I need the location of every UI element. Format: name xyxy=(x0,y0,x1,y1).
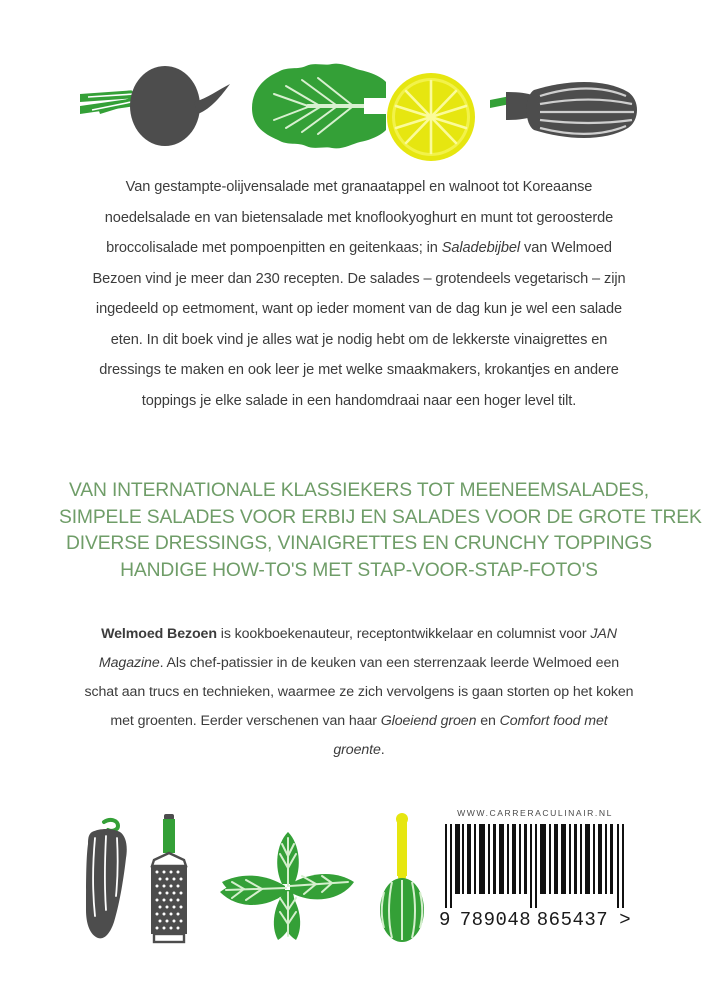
highlight-line-4: HANDIGE HOW-TO'S MET STAP-VOOR-STAP-FOTO'S xyxy=(120,559,598,581)
publisher-url: WWW.CARRERACULINAIR.NL xyxy=(457,808,613,818)
barcode-lead-digit: 9 xyxy=(439,909,451,931)
book-title-comfort-food: Comfort food met groente xyxy=(333,713,608,758)
magazine-title: JAN Magazine xyxy=(98,626,617,671)
highlight-line-1: VAN INTERNATIONALE KLASSIEKERS TOT MEENEEMSALADES, xyxy=(68,480,650,501)
intro-line-4-pre: in xyxy=(426,240,442,256)
intro-line-4-post: van Welmoed Bezoen vind je meer dan 230 recepten. xyxy=(92,240,612,287)
author-bio-paragraph xyxy=(84,620,634,765)
leaf-icon xyxy=(248,60,390,152)
intro-line-1: Van gestampte-olijvensalade met granaatappel en walnoot tot xyxy=(125,179,519,195)
highlight-line-3: DIVERSE DRESSINGS, VINAIGRETTES EN CRUNCHY TOPPINGS xyxy=(66,533,652,554)
intro-paragraph xyxy=(84,172,634,416)
barcode-block xyxy=(439,808,631,931)
bio-segment-1: is kookboekenauteur, receptontwikkelaar en columnist voor xyxy=(216,626,591,642)
bio-segment-3: en xyxy=(476,713,500,729)
juicer-icon xyxy=(375,812,429,944)
barcode-bars xyxy=(439,824,631,908)
barcode-right-group: 865437 xyxy=(536,909,609,931)
intro-line-7: vind je alles wat je nodig hebt om de lekkerste vinaigrettes en dressings xyxy=(99,331,608,378)
grater-icon xyxy=(142,812,196,944)
top-icon-strip xyxy=(0,30,718,148)
intro-line-3: munt tot geroosterde broccolisalade met pompoenpitten en geitenkaas; xyxy=(106,209,614,256)
barcode-tail-mark: > xyxy=(619,909,631,930)
pepper-icon xyxy=(78,816,134,942)
bio-segment-2: . Als chef-patissier in de keuken van een sterrenzaak leerde Welmoed een schat aan trucs en technieken, waarmee ze zich vervolgens is gaan storten op het koken met groenten. Eerder verschenen van haar xyxy=(84,655,634,729)
intro-line-5: De salades – grotendeels vegetarisch – zijn ingedeeld op eetmoment, xyxy=(95,270,626,317)
bio-segment-4: . xyxy=(380,742,385,758)
fennel-icon xyxy=(480,68,645,150)
intro-line-8: te maken en ook leer je met welke smaakmakers, krokantjes en andere xyxy=(164,362,619,378)
barcode-digits xyxy=(439,909,631,931)
highlight-line-2: SIMPELE SALADES VOOR ERBIJ EN SALADES VOOR DE GROTE TREK xyxy=(59,506,702,528)
lemon-icon xyxy=(385,70,481,164)
book-title-saladebijbel: Saladebijbel xyxy=(441,240,521,256)
intro-line-9: toppings je elke salade in een handomdraai naar een hoger level tilt. xyxy=(141,392,577,409)
basil-icon xyxy=(212,828,362,940)
barcode-left-group: 789048 xyxy=(459,909,532,931)
intro-line-2: Koreaanse noedelsalade en van bietensalade met knoflookyoghurt en xyxy=(104,179,593,226)
beet-icon xyxy=(78,64,248,146)
intro-line-6: want op ieder moment van de dag kun je wel een salade eten. In dit boek xyxy=(110,301,623,348)
highlight-list xyxy=(59,478,702,584)
author-name: Welmoed Bezoen xyxy=(101,626,217,642)
book-title-gloeiend-groen: Gloeiend groen xyxy=(380,713,477,729)
